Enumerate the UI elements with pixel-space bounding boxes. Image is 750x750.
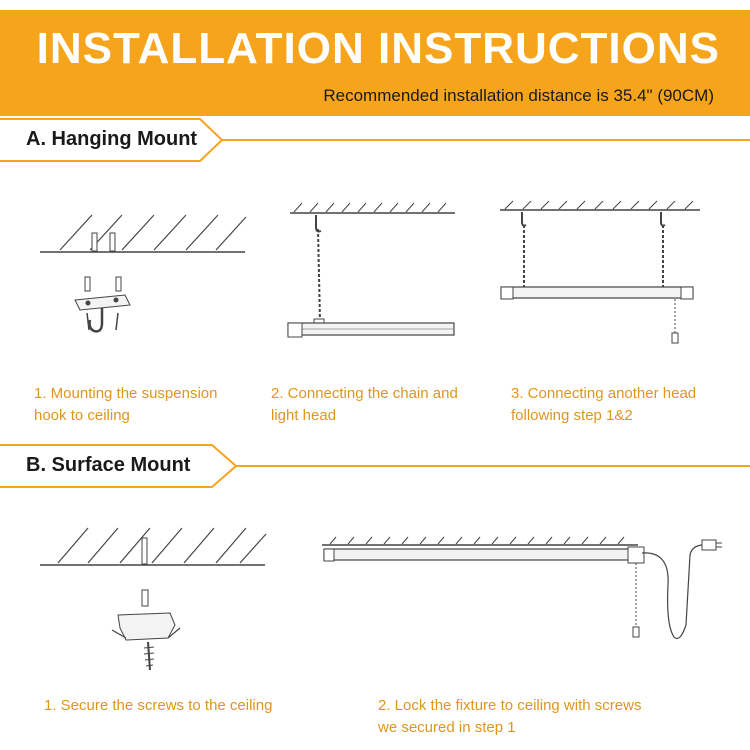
section-a-divider [222, 139, 750, 141]
header-banner [0, 10, 750, 116]
hanging-step2-illustration [280, 195, 460, 355]
section-b-divider [236, 465, 750, 467]
hanging-step2-caption: 2. Connecting the chain and light head [271, 385, 458, 424]
hanging-step3-caption: 3. Connecting another head following step 1&2 [511, 385, 697, 424]
hanging-step1-illustration [30, 195, 260, 345]
section-a-tab [0, 118, 225, 162]
section-b-title: B. Surface Mount [26, 454, 191, 476]
section-b-tab [0, 444, 225, 488]
hanging-step1-caption: 1. Mounting the suspension hook to ceiling [34, 385, 218, 424]
page-subtitle: Recommended installation distance is 35.4" (90CM) [323, 86, 714, 105]
surface-step1-caption: 1. Secure the screws to the ceiling [44, 697, 273, 714]
surface-step2-caption: 2. Lock the fixture to ceiling with screws we secured in step 1 [378, 697, 642, 736]
surface-step1-illustration [30, 520, 270, 690]
section-a-title: A. Hanging Mount [26, 128, 198, 150]
page-title: INSTALLATION INSTRUCTIONS [36, 24, 720, 73]
hanging-step3-illustration [495, 195, 705, 355]
surface-step2-illustration [318, 525, 728, 665]
